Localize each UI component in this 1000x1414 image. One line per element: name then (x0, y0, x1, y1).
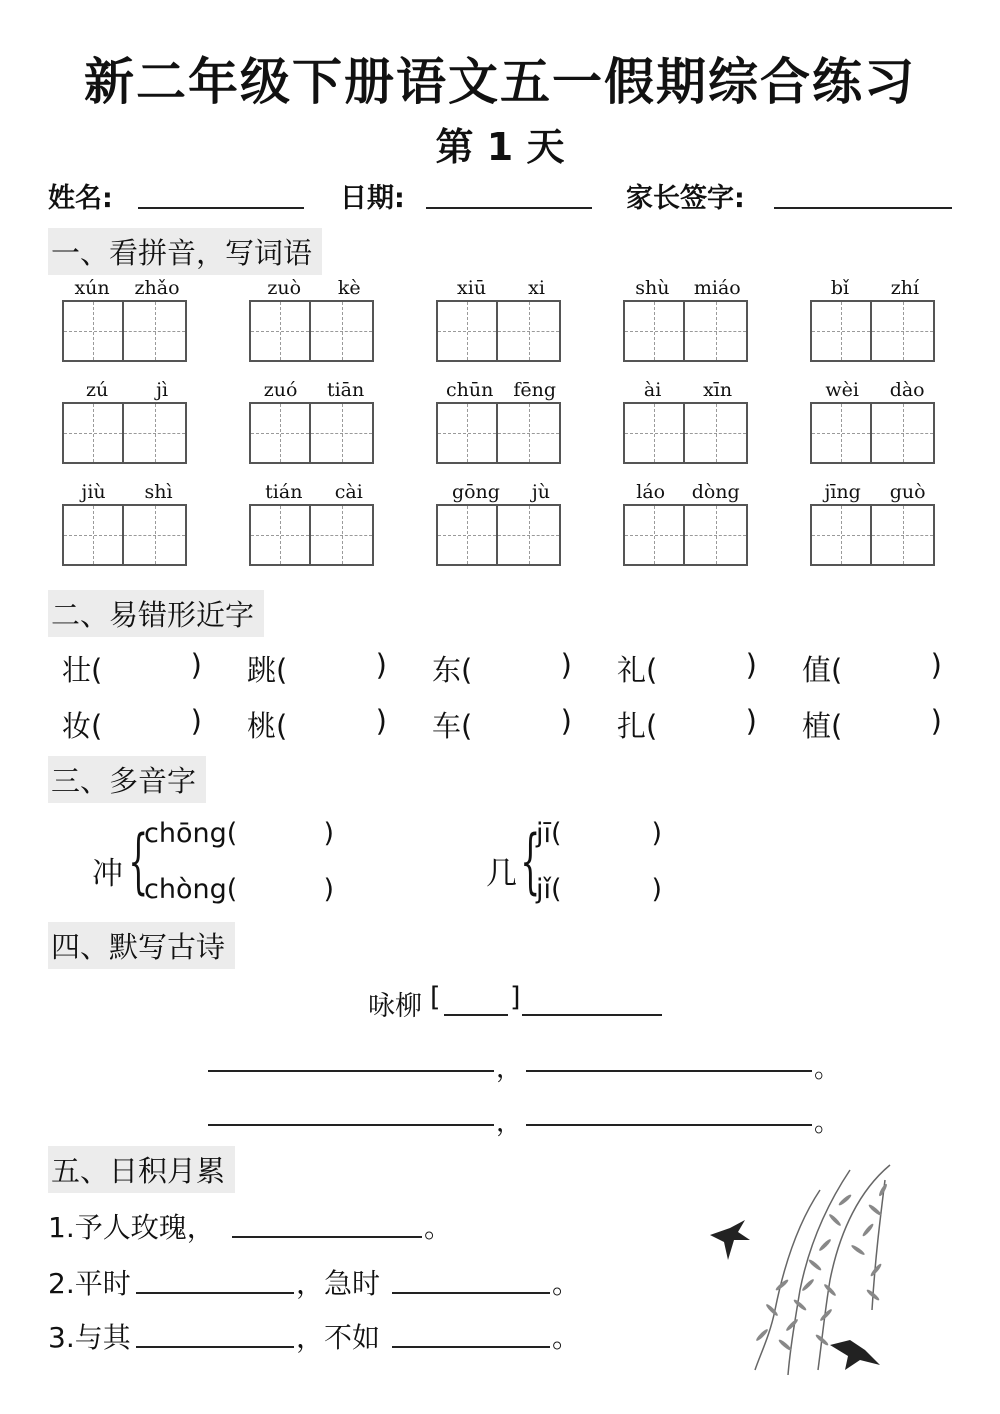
answer-blank[interactable] (237, 818, 323, 849)
pinyin-row (810, 378, 940, 402)
tianzi-box[interactable] (62, 402, 124, 464)
writing-boxes (436, 504, 566, 566)
author-blank[interactable] (522, 1014, 662, 1016)
parent-signature-field[interactable] (774, 207, 952, 209)
similar-char-item (62, 648, 202, 689)
poem-title: 咏柳 (368, 991, 422, 1022)
char-label: 礼( (617, 653, 658, 687)
dynasty-blank[interactable] (444, 1014, 508, 1016)
tianzi-box[interactable] (436, 504, 498, 566)
pinyin-syllable: tián (265, 481, 303, 503)
char-label: 桃( (247, 709, 288, 743)
writing-boxes (62, 402, 192, 464)
tianzi-box[interactable] (498, 300, 561, 362)
answer-blank[interactable] (102, 704, 190, 745)
item-3-mid: ，不如 (296, 1321, 381, 1354)
pinyin-syllable: xiū (457, 277, 487, 299)
writing-boxes (623, 300, 753, 362)
item-3-end: 。 (552, 1321, 581, 1354)
polyphone-reading-1a: chōng( ) (144, 818, 334, 849)
close-paren: ) (375, 648, 387, 682)
similar-char-item (247, 704, 387, 745)
pinyin-syllable: shì (144, 481, 173, 503)
close-paren: ) (930, 704, 942, 738)
bracket-close: ] (510, 982, 521, 1013)
section-5-heading: 五、日积月累 (48, 1146, 235, 1193)
brace-1: { (128, 820, 149, 902)
pinyin-syllable: guò (889, 481, 926, 503)
word-item (436, 378, 566, 464)
pinyin-syllable: jì (156, 379, 169, 401)
close-paren: ) (560, 648, 572, 682)
comma-1: ， (496, 1054, 523, 1084)
pinyin-syllable: shù (635, 277, 670, 299)
char-label: 跳( (247, 653, 288, 687)
tianzi-box[interactable] (872, 402, 935, 464)
pinyin-syllable: zuó (263, 379, 298, 401)
date-field[interactable] (426, 207, 592, 209)
answer-blank[interactable] (657, 704, 745, 745)
period-1: 。 (814, 1054, 841, 1084)
item-3-prefix: 3.与其 (48, 1321, 131, 1354)
tianzi-box[interactable] (249, 300, 311, 362)
item-1-blank[interactable] (232, 1236, 422, 1238)
pinyin-syllable: láo (636, 481, 666, 503)
tianzi-box[interactable] (810, 504, 872, 566)
tianzi-box[interactable] (623, 300, 685, 362)
close-paren: ) (560, 704, 572, 738)
pinyin-syllable: wèi (825, 379, 859, 401)
word-item (623, 276, 753, 362)
pinyin-syllable: zuò (267, 277, 302, 299)
close-paren: ) (375, 704, 387, 738)
pinyin-row (249, 480, 379, 504)
char-label: 车( (432, 709, 473, 743)
answer-blank[interactable] (237, 874, 323, 905)
similar-char-item (802, 704, 942, 745)
poem-line-2[interactable] (526, 1070, 812, 1072)
tianzi-box[interactable] (623, 402, 685, 464)
tianzi-box[interactable] (311, 504, 374, 566)
tianzi-box[interactable] (685, 300, 748, 362)
item-2-blank-1[interactable] (136, 1292, 294, 1294)
pinyin-syllable: gōng (451, 481, 500, 503)
pinyin-syllable: kè (337, 277, 361, 299)
pinyin-row (436, 480, 566, 504)
answer-blank[interactable] (287, 704, 375, 745)
writing-boxes (249, 402, 379, 464)
pinyin-syllable: dòng (691, 481, 740, 503)
item-2-mid: ，急时 (296, 1267, 381, 1300)
writing-boxes (436, 300, 566, 362)
polyphone-reading-2a: jī( ) (536, 818, 662, 849)
similar-char-item (432, 648, 572, 689)
polyphone-char-2: 几 (486, 856, 517, 892)
char-label: 壮( (62, 653, 103, 687)
section-2-heading: 二、易错形近字 (48, 590, 264, 637)
pinyin-syllable: cài (334, 481, 363, 503)
word-item (623, 480, 753, 566)
tianzi-box[interactable] (685, 402, 748, 464)
pinyin-row (810, 276, 940, 300)
pinyin-row (436, 276, 566, 300)
answer-blank[interactable] (657, 648, 745, 689)
section-1-heading: 一、看拼音，写词语 (48, 228, 322, 275)
writing-boxes (810, 300, 940, 362)
tianzi-box[interactable] (124, 504, 187, 566)
parent-signature-label: 家长签字: (626, 183, 745, 214)
word-item (62, 276, 192, 362)
char-label: 值( (802, 653, 843, 687)
pinyin-row (62, 276, 192, 300)
writing-boxes (810, 504, 940, 566)
pinyin-syllable: zhí (890, 277, 920, 299)
poem-line-4[interactable] (526, 1124, 812, 1126)
section-3-heading: 三、多音字 (48, 756, 206, 803)
writing-boxes (249, 504, 379, 566)
date-label: 日期: (340, 183, 405, 214)
tianzi-box[interactable] (62, 504, 124, 566)
word-item (623, 378, 753, 464)
pinyin-row (62, 480, 192, 504)
poem-line-3[interactable] (208, 1124, 494, 1126)
writing-boxes (436, 402, 566, 464)
word-item (249, 378, 379, 464)
tianzi-box[interactable] (872, 300, 935, 362)
answer-blank[interactable] (472, 648, 560, 689)
pinyin-syllable: xi (528, 277, 545, 299)
writing-boxes (62, 300, 192, 362)
pinyin-row (436, 378, 566, 402)
word-item (249, 480, 379, 566)
answer-blank[interactable] (472, 704, 560, 745)
word-item (62, 378, 192, 464)
tianzi-box[interactable] (311, 402, 374, 464)
polyphone-char-1: 冲 (92, 856, 123, 892)
close-paren: ) (190, 704, 202, 738)
word-item (810, 276, 940, 362)
answer-blank[interactable] (562, 874, 652, 905)
writing-boxes (249, 300, 379, 362)
pinyin-row (623, 480, 753, 504)
writing-boxes (623, 504, 753, 566)
pinyin-syllable: jīng (824, 481, 861, 503)
pinyin-syllable: ài (643, 379, 662, 401)
tianzi-box[interactable] (623, 504, 685, 566)
tianzi-box[interactable] (249, 402, 311, 464)
tianzi-box[interactable] (124, 402, 187, 464)
answer-blank[interactable] (842, 648, 930, 689)
brace-2: { (520, 820, 541, 902)
pinyin-row (623, 378, 753, 402)
pinyin-row (623, 276, 753, 300)
name-label: 姓名: (48, 183, 113, 214)
tianzi-box[interactable] (436, 402, 498, 464)
item-2-blank-2[interactable] (392, 1292, 550, 1294)
answer-blank[interactable] (842, 704, 930, 745)
writing-boxes (62, 504, 192, 566)
tianzi-box[interactable] (872, 504, 935, 566)
pinyin-row (249, 378, 379, 402)
writing-boxes (623, 402, 753, 464)
char-label: 妆( (62, 709, 103, 743)
item-2-end: 。 (552, 1267, 581, 1300)
similar-char-item (617, 704, 757, 745)
answer-blank[interactable] (562, 818, 652, 849)
tianzi-box[interactable] (249, 504, 311, 566)
close-paren: ) (930, 648, 942, 682)
pinyin-syllable: zú (85, 379, 109, 401)
pinyin-syllable: fēng (513, 379, 556, 401)
similar-char-item (62, 704, 202, 745)
pinyin-syllable: dào (889, 379, 925, 401)
tianzi-box[interactable] (498, 504, 561, 566)
tianzi-box[interactable] (62, 300, 124, 362)
pinyin-row (810, 480, 940, 504)
answer-blank[interactable] (287, 648, 375, 689)
pinyin-syllable: jiù (81, 481, 106, 503)
word-item (436, 276, 566, 362)
item-3-blank-2[interactable] (392, 1346, 550, 1348)
close-paren: ) (745, 704, 757, 738)
tianzi-box[interactable] (810, 402, 872, 464)
poem-line-1[interactable] (208, 1070, 494, 1072)
word-item (62, 480, 192, 566)
item-1-end: 。 (424, 1211, 453, 1244)
tianzi-box[interactable] (124, 300, 187, 362)
polyphone-reading-2b: jǐ( ) (536, 874, 662, 905)
item-1-prefix: 1.予人玫瑰， (48, 1211, 215, 1244)
day-label: 第 1 天 (435, 125, 565, 169)
polyphone-reading-1b: chòng( ) (144, 874, 334, 905)
word-item (810, 378, 940, 464)
bracket-open: [ (430, 982, 441, 1013)
tianzi-box[interactable] (498, 402, 561, 464)
pinyin-syllable: chūn (445, 379, 494, 401)
close-paren: ) (745, 648, 757, 682)
close-paren: ) (190, 648, 202, 682)
pinyin-syllable: xún (74, 277, 110, 299)
similar-char-item (432, 704, 572, 745)
page-title: 新二年级下册语文五一假期综合练习 (84, 53, 916, 111)
answer-blank[interactable] (102, 648, 190, 689)
word-item (810, 480, 940, 566)
char-label: 扎( (617, 709, 658, 743)
pinyin-syllable: miáo (693, 277, 741, 299)
word-item (436, 480, 566, 566)
tianzi-box[interactable] (685, 504, 748, 566)
char-label: 东( (432, 653, 473, 687)
pinyin-row (249, 276, 379, 300)
item-2-prefix: 2.平时 (48, 1267, 131, 1300)
similar-char-item (802, 648, 942, 689)
section-4-heading: 四、默写古诗 (48, 922, 235, 969)
pinyin-syllable: xīn (703, 379, 733, 401)
pinyin-row (62, 378, 192, 402)
period-2: 。 (814, 1108, 841, 1138)
comma-2: ， (496, 1108, 523, 1138)
similar-char-item (247, 648, 387, 689)
willow-swallow-icon (700, 1160, 900, 1380)
pinyin-syllable: jù (531, 481, 551, 503)
tianzi-box[interactable] (436, 300, 498, 362)
word-item (249, 276, 379, 362)
tianzi-box[interactable] (311, 300, 374, 362)
pinyin-syllable: zhǎo (134, 277, 180, 299)
pinyin-syllable: tiān (326, 379, 365, 401)
pinyin-syllable: bǐ (830, 277, 850, 299)
char-label: 植( (802, 709, 843, 743)
tianzi-box[interactable] (810, 300, 872, 362)
writing-boxes (810, 402, 940, 464)
name-field[interactable] (138, 207, 304, 209)
similar-char-item (617, 648, 757, 689)
item-3-blank-1[interactable] (136, 1346, 294, 1348)
